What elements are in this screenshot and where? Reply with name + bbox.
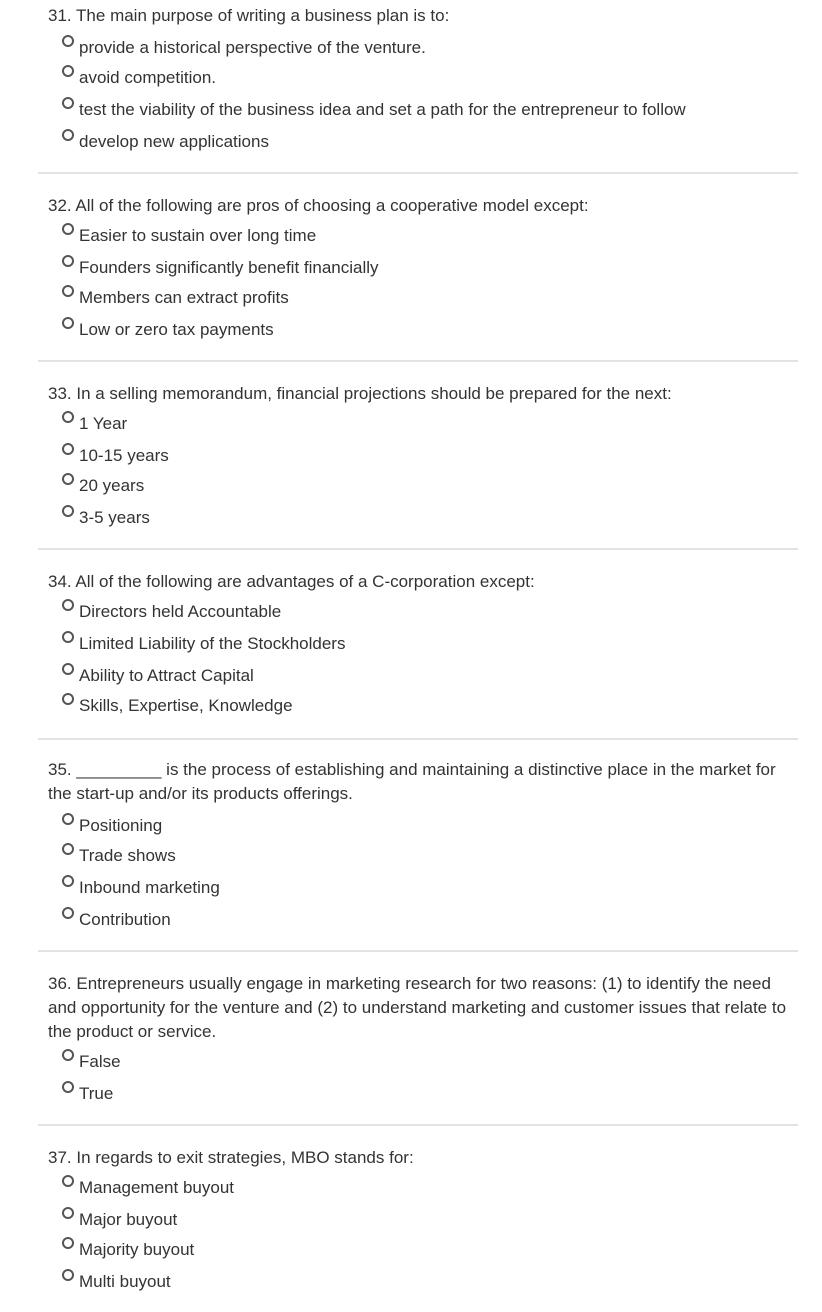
question-text: 34. All of the following are advantages of a C-corporation except:	[48, 572, 535, 591]
option-label: Skills, Expertise, Knowledge	[79, 696, 293, 715]
radio-button-icon[interactable]	[62, 599, 74, 611]
radio-button-icon[interactable]	[62, 1269, 74, 1281]
option-31-d[interactable]	[60, 129, 269, 155]
option-35-d[interactable]	[60, 907, 171, 933]
option-label: Low or zero tax payments	[79, 320, 274, 339]
radio-button-icon[interactable]	[62, 317, 74, 329]
radio-button-icon[interactable]	[62, 875, 74, 887]
option-label: Multi buyout	[79, 1272, 171, 1291]
option-label: Ability to Attract Capital	[79, 666, 254, 685]
option-34-b[interactable]	[60, 631, 345, 657]
radio-button-icon[interactable]	[62, 255, 74, 267]
option-label: Major buyout	[79, 1210, 178, 1229]
option-label: False	[79, 1052, 121, 1071]
radio-button-icon[interactable]	[62, 631, 74, 643]
question-text: 33. In a selling memorandum, financial projections should be prepared for the next:	[48, 384, 672, 403]
radio-button-icon[interactable]	[62, 411, 74, 423]
radio-button-icon[interactable]	[62, 663, 74, 675]
option-label: Positioning	[79, 816, 163, 835]
radio-button-icon[interactable]	[62, 1237, 74, 1249]
radio-button-icon[interactable]	[62, 285, 74, 297]
radio-button-icon[interactable]	[62, 65, 74, 77]
option-32-a[interactable]	[60, 223, 316, 249]
radio-button-icon[interactable]	[62, 843, 74, 855]
option-label: 10-15 years	[79, 446, 169, 465]
option-label: 20 years	[79, 476, 145, 495]
option-label: provide a historical perspective of the venture.	[79, 38, 426, 57]
question-divider	[38, 548, 798, 550]
question-divider	[38, 360, 798, 362]
option-35-c[interactable]	[60, 875, 220, 901]
option-33-a[interactable]	[60, 411, 127, 437]
question-divider	[38, 172, 798, 174]
radio-button-icon[interactable]	[62, 443, 74, 455]
radio-button-icon[interactable]	[62, 1175, 74, 1187]
option-label: Inbound marketing	[79, 878, 220, 897]
option-label: avoid competition.	[79, 68, 217, 87]
option-37-b[interactable]	[60, 1207, 177, 1233]
option-34-d[interactable]	[60, 693, 293, 719]
option-33-c[interactable]	[60, 473, 144, 499]
radio-button-icon[interactable]	[62, 693, 74, 705]
question-text: 36. Entrepreneurs usually engage in marketing research for two reasons: (1) to identify the need and opportunity for the venture and (2) to understand marketing and customer issues that relate to the product or service.	[48, 974, 787, 1041]
radio-button-icon[interactable]	[62, 1081, 74, 1093]
option-35-b[interactable]	[60, 843, 176, 869]
option-label: develop new applications	[79, 132, 269, 151]
radio-button-icon[interactable]	[62, 223, 74, 235]
option-label: True	[79, 1084, 114, 1103]
option-33-b[interactable]	[60, 443, 169, 469]
option-label: Limited Liability of the Stockholders	[79, 634, 346, 653]
radio-button-icon[interactable]	[62, 35, 74, 47]
option-37-a[interactable]	[60, 1175, 234, 1201]
option-label: 3-5 years	[79, 508, 150, 527]
option-34-a[interactable]	[60, 599, 281, 625]
option-35-a[interactable]	[60, 813, 162, 839]
option-label: Founders significantly benefit financially	[79, 258, 379, 277]
option-label: Management buyout	[79, 1178, 234, 1197]
option-37-c[interactable]	[60, 1237, 194, 1263]
option-label: Trade shows	[79, 846, 176, 865]
option-31-a[interactable]	[60, 35, 426, 61]
question-divider	[38, 738, 798, 740]
option-label: Easier to sustain over long time	[79, 226, 317, 245]
option-36-b[interactable]	[60, 1081, 113, 1107]
option-label: Contribution	[79, 910, 171, 929]
option-33-d[interactable]	[60, 505, 150, 531]
radio-button-icon[interactable]	[62, 97, 74, 109]
question-text: 32. All of the following are pros of choosing a cooperative model except:	[48, 196, 589, 215]
option-label: Directors held Accountable	[79, 602, 282, 621]
radio-button-icon[interactable]	[62, 907, 74, 919]
option-32-d[interactable]	[60, 317, 274, 343]
option-34-c[interactable]	[60, 663, 254, 689]
question-divider	[38, 1124, 798, 1126]
option-36-a[interactable]	[60, 1049, 121, 1075]
option-label: 1 Year	[79, 414, 128, 433]
option-31-c[interactable]	[60, 97, 686, 123]
radio-button-icon[interactable]	[62, 1049, 74, 1061]
option-32-b[interactable]	[60, 255, 379, 281]
radio-button-icon[interactable]	[62, 129, 74, 141]
radio-button-icon[interactable]	[62, 473, 74, 485]
question-text: 35. _________ is the process of establishing and maintaining a distinctive place in the market for the start-up and/or its products offerings.	[48, 760, 776, 803]
option-37-d[interactable]	[60, 1269, 171, 1295]
option-label: Majority buyout	[79, 1240, 195, 1259]
option-label: test the viability of the business idea and set a path for the entrepreneur to follow	[79, 100, 686, 119]
option-31-b[interactable]	[60, 65, 216, 91]
question-text: 31. The main purpose of writing a business plan is to:	[48, 6, 450, 25]
option-32-c[interactable]	[60, 285, 289, 311]
question-divider	[38, 950, 798, 952]
radio-button-icon[interactable]	[62, 813, 74, 825]
radio-button-icon[interactable]	[62, 1207, 74, 1219]
option-label: Members can extract profits	[79, 288, 289, 307]
question-text: 37. In regards to exit strategies, MBO stands for:	[48, 1148, 414, 1167]
radio-button-icon[interactable]	[62, 505, 74, 517]
